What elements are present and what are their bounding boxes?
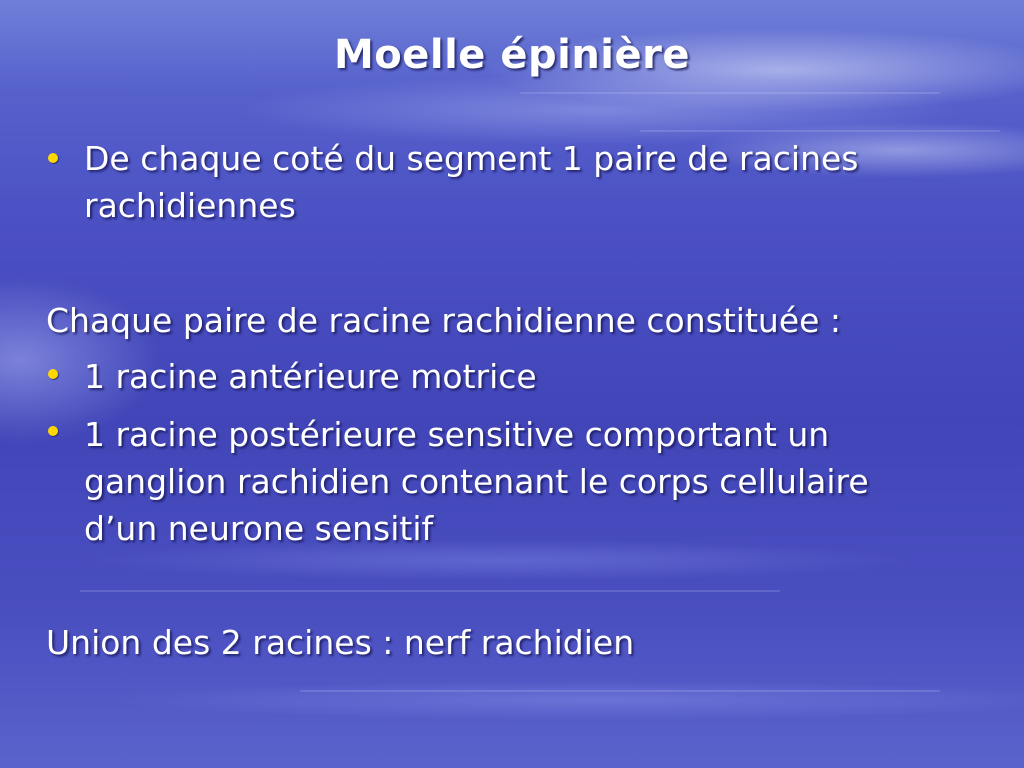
- bullet-1-line-2: rachidiennes: [84, 186, 296, 225]
- bullet-3-line-2: ganglion rachidien contenant le corps cellulaire: [84, 462, 869, 501]
- bullet-icon: [48, 153, 58, 163]
- bullet-1-line-1: De chaque coté du segment 1 paire de racines: [84, 139, 859, 178]
- bullet-icon: [48, 426, 58, 436]
- background-streak: [300, 690, 940, 692]
- slide-title: Moelle épinière: [333, 32, 691, 78]
- background-streak: [80, 590, 780, 592]
- background-streak: [520, 92, 940, 94]
- paragraph-2: Union des 2 racines : nerf rachidien: [46, 623, 635, 662]
- bullet-icon: [48, 369, 58, 379]
- bullet-2-line-1: 1 racine antérieure motrice: [84, 357, 537, 396]
- bullet-3-line-3: d’un neurone sensitif: [84, 509, 434, 548]
- paragraph-1: Chaque paire de racine rachidienne constituée :: [46, 301, 842, 340]
- bullet-3-line-1: 1 racine postérieure sensitive comportant un: [84, 415, 830, 454]
- background-streak: [640, 130, 1000, 132]
